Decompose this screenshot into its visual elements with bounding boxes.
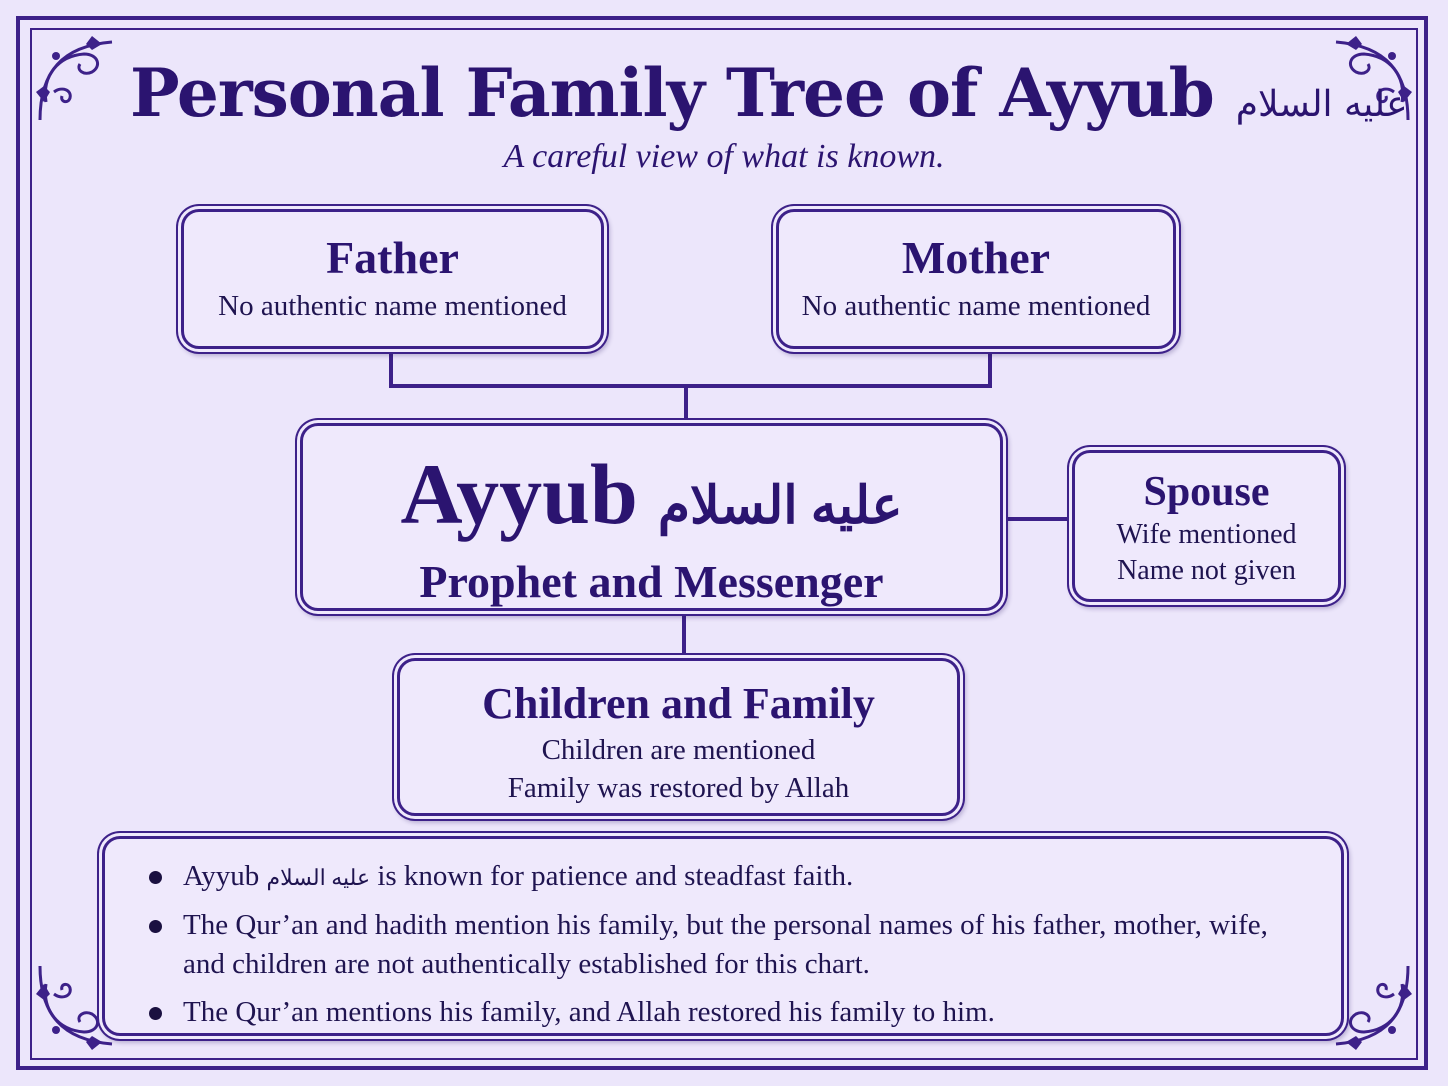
spouse-box xyxy=(1072,450,1341,602)
page-subtitle: A careful view of what is known. xyxy=(503,138,945,175)
notes-list xyxy=(145,857,1305,1041)
title-text: Personal Family Tree of Ayyub xyxy=(130,54,1214,132)
children-box xyxy=(397,658,960,816)
father-text: No authentic name mentioned xyxy=(218,290,567,322)
mother-heading: Mother xyxy=(901,232,1051,283)
spouse-heading: Spouse xyxy=(1143,469,1270,515)
children-heading: Children and Family xyxy=(482,679,875,728)
corner-ornament-top-left xyxy=(32,32,128,128)
ayyub-arabic-honorific: عليه السلام xyxy=(657,478,903,535)
bullet-icon xyxy=(149,1007,162,1020)
note-item xyxy=(145,857,1305,897)
connector-father-down xyxy=(389,349,393,388)
note-1-text: is known for patience and steadfast faith. xyxy=(377,860,854,892)
connector-parents-horizontal xyxy=(389,384,992,388)
ayyub-name-text: Ayyub xyxy=(400,446,638,542)
father-box xyxy=(181,209,604,349)
mother-text: No authentic name mentioned xyxy=(801,290,1151,322)
page-title xyxy=(130,54,1408,132)
ayyub-name xyxy=(303,446,1000,555)
ayyub-box xyxy=(300,423,1003,611)
title-arabic-honorific: عليه السلام xyxy=(1235,84,1408,125)
connector-main-to-children xyxy=(682,611,686,658)
spouse-line-1: Wife mentioned xyxy=(1116,519,1297,550)
ayyub-role: Prophet and Messenger xyxy=(419,556,884,607)
connector-main-to-spouse xyxy=(1003,517,1072,521)
note-2-text: The Qur’an and hadith mention his family, but the personal names of his father, mother, wife, and children are not authentically established for this chart. xyxy=(183,909,1268,980)
connector-mother-down xyxy=(988,349,992,388)
father-heading: Father xyxy=(326,232,459,283)
note-1-name: Ayyub xyxy=(183,860,260,892)
bullet-icon xyxy=(149,920,162,933)
connector-parents-to-main xyxy=(684,386,688,423)
notes-box xyxy=(102,836,1344,1036)
note-1-arabic-honorific: عليه السلام xyxy=(266,865,371,890)
children-line-2: Family was restored by Allah xyxy=(507,772,850,804)
spouse-line-2: Name not given xyxy=(1117,555,1296,586)
note-item xyxy=(145,906,1305,984)
children-line-1: Children are mentioned xyxy=(541,734,816,766)
note-3-text: The Qur’an mentions his family, and Allah restored his family to him. xyxy=(183,996,995,1028)
bullet-icon xyxy=(149,871,162,884)
mother-box xyxy=(776,209,1176,349)
note-item xyxy=(145,993,1305,1032)
